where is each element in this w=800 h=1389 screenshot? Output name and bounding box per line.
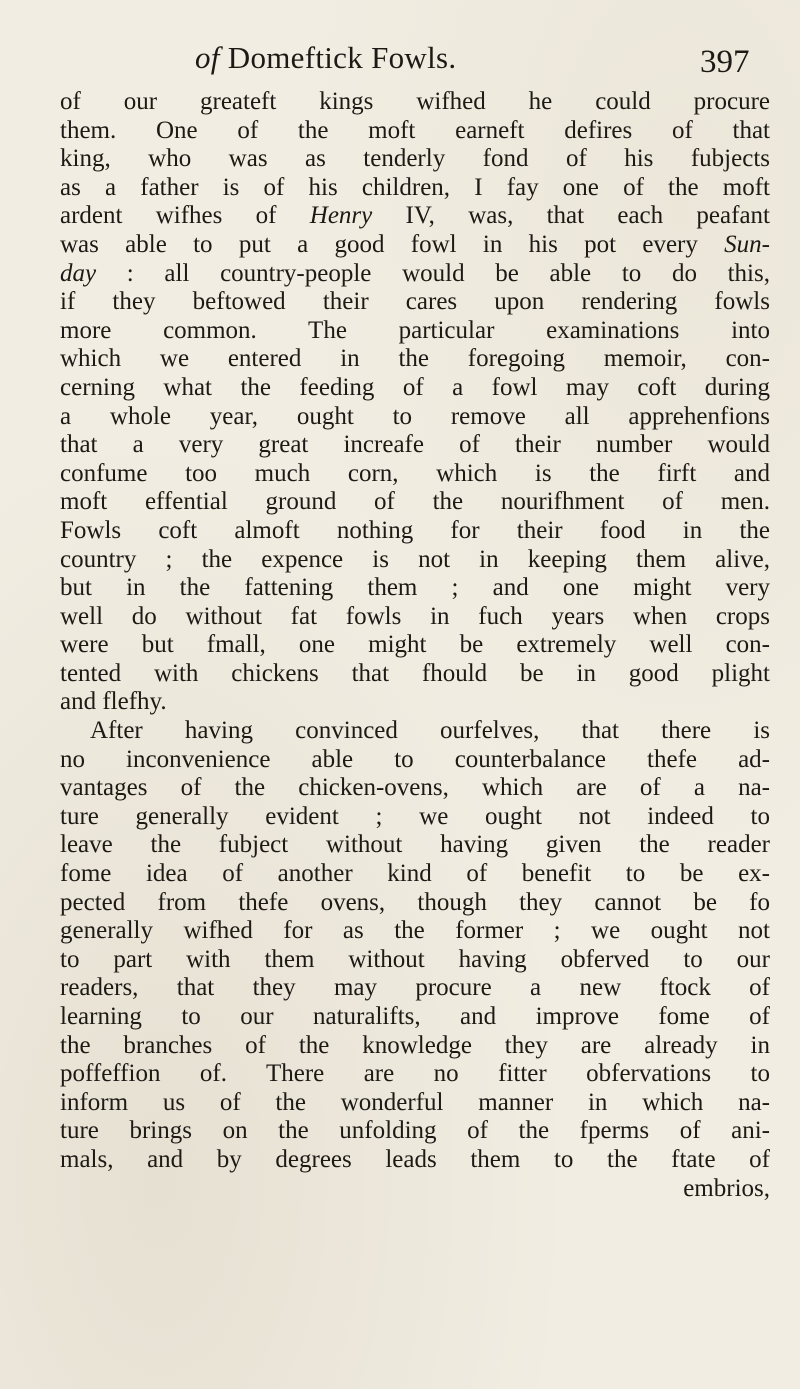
text-line — [60, 260, 770, 289]
text-line: no inconvenience able to counterbalance thefe ad- — [60, 745, 770, 773]
text-run: ardent wifhes of — [60, 202, 310, 230]
text-line — [60, 202, 770, 231]
text-line: were but fmall, one might be extremely well con- — [60, 631, 770, 659]
text-line: ture generally evident ; we ought not indeed to — [60, 802, 770, 830]
text-line: if they beftowed their cares upon rendering fowls — [60, 288, 770, 316]
paragraph-start-line: After having convinced ourfelves, that there is — [90, 717, 770, 745]
text-line: generally wifhed for as the former ; we ought not — [60, 917, 770, 945]
text-line: as a father is of his children, I fay one of the moft — [60, 173, 770, 201]
running-head — [0, 38, 800, 78]
text-line: leave the fubject without having given the reader — [60, 831, 770, 859]
text-line: mals, and by degrees leads them to the ftate of — [60, 1145, 770, 1173]
text-line: more common. The particular examinations into — [60, 316, 770, 344]
text-line: Fowls coft almoft nothing for their food in the — [60, 516, 770, 544]
body-text — [60, 88, 770, 1203]
text-line: them. One of the moft earneft defires of that — [60, 116, 770, 144]
text-line: cerning what the feeding of a fowl may coft during — [60, 373, 770, 401]
text-line: which we entered in the foregoing memoir, con- — [60, 345, 770, 373]
running-title-main: Domeftick Fowls. — [219, 40, 457, 75]
text-line: learning to our naturalifts, and improve fome of — [60, 1003, 770, 1030]
text-line: pected from thefe ovens, though they cannot be fo — [60, 888, 770, 916]
text-line: king, who was as tenderly fond of his fubjects — [60, 145, 770, 173]
italic-word: Sun- — [724, 230, 770, 258]
text-line: well do without fat fowls in fuch years when crops — [60, 602, 770, 630]
text-line: that a very great increafe of their number would — [60, 431, 770, 459]
text-line: confume too much corn, which is the firft and — [60, 459, 770, 487]
text-line: vantages of the chicken-ovens, which are of a na- — [60, 774, 770, 802]
page-number: 397 — [700, 44, 750, 80]
text-line: ture brings on the unfolding of the fperms of ani- — [60, 1117, 770, 1145]
text-line: readers, that they may procure a new ftock of — [60, 974, 770, 1002]
text-line: but in the fattening them ; and one might very — [60, 574, 770, 602]
text-line: country ; the expence is not in keeping them alive, — [60, 545, 770, 573]
paragraph-end-line: and flefhy. — [60, 688, 167, 716]
italic-name: Henry — [309, 202, 373, 230]
text-line: a whole year, ought to remove all apprehenfions — [60, 402, 770, 430]
running-title-prefix: of — [195, 40, 220, 75]
text-line: moft effential ground of the nourifhment of men. — [60, 488, 770, 516]
text-line — [60, 231, 770, 260]
text-run: was able to put a good fowl in his pot every — [60, 230, 725, 258]
text-line: inform us of the wonderful manner in which na- — [60, 1088, 770, 1116]
text-line: poffeffion of. There are no fitter obfervations to — [60, 1060, 770, 1088]
text-line: of our greateft kings wifhed he could procure — [60, 88, 770, 115]
text-run: IV, was, that each peafant — [372, 202, 770, 230]
catchword: embrios, — [683, 1174, 770, 1202]
running-title — [195, 40, 456, 76]
text-line: fome idea of another kind of benefit to be ex- — [60, 860, 770, 888]
text-line: tented with chickens that fhould be in good plight — [60, 659, 770, 687]
text-run: : all country-people would be able to do this, — [96, 259, 770, 287]
italic-word: day — [60, 259, 97, 287]
text-line: the branches of the knowledge they are already in — [60, 1031, 770, 1059]
text-line: to part with them without having obferved to our — [60, 945, 770, 973]
